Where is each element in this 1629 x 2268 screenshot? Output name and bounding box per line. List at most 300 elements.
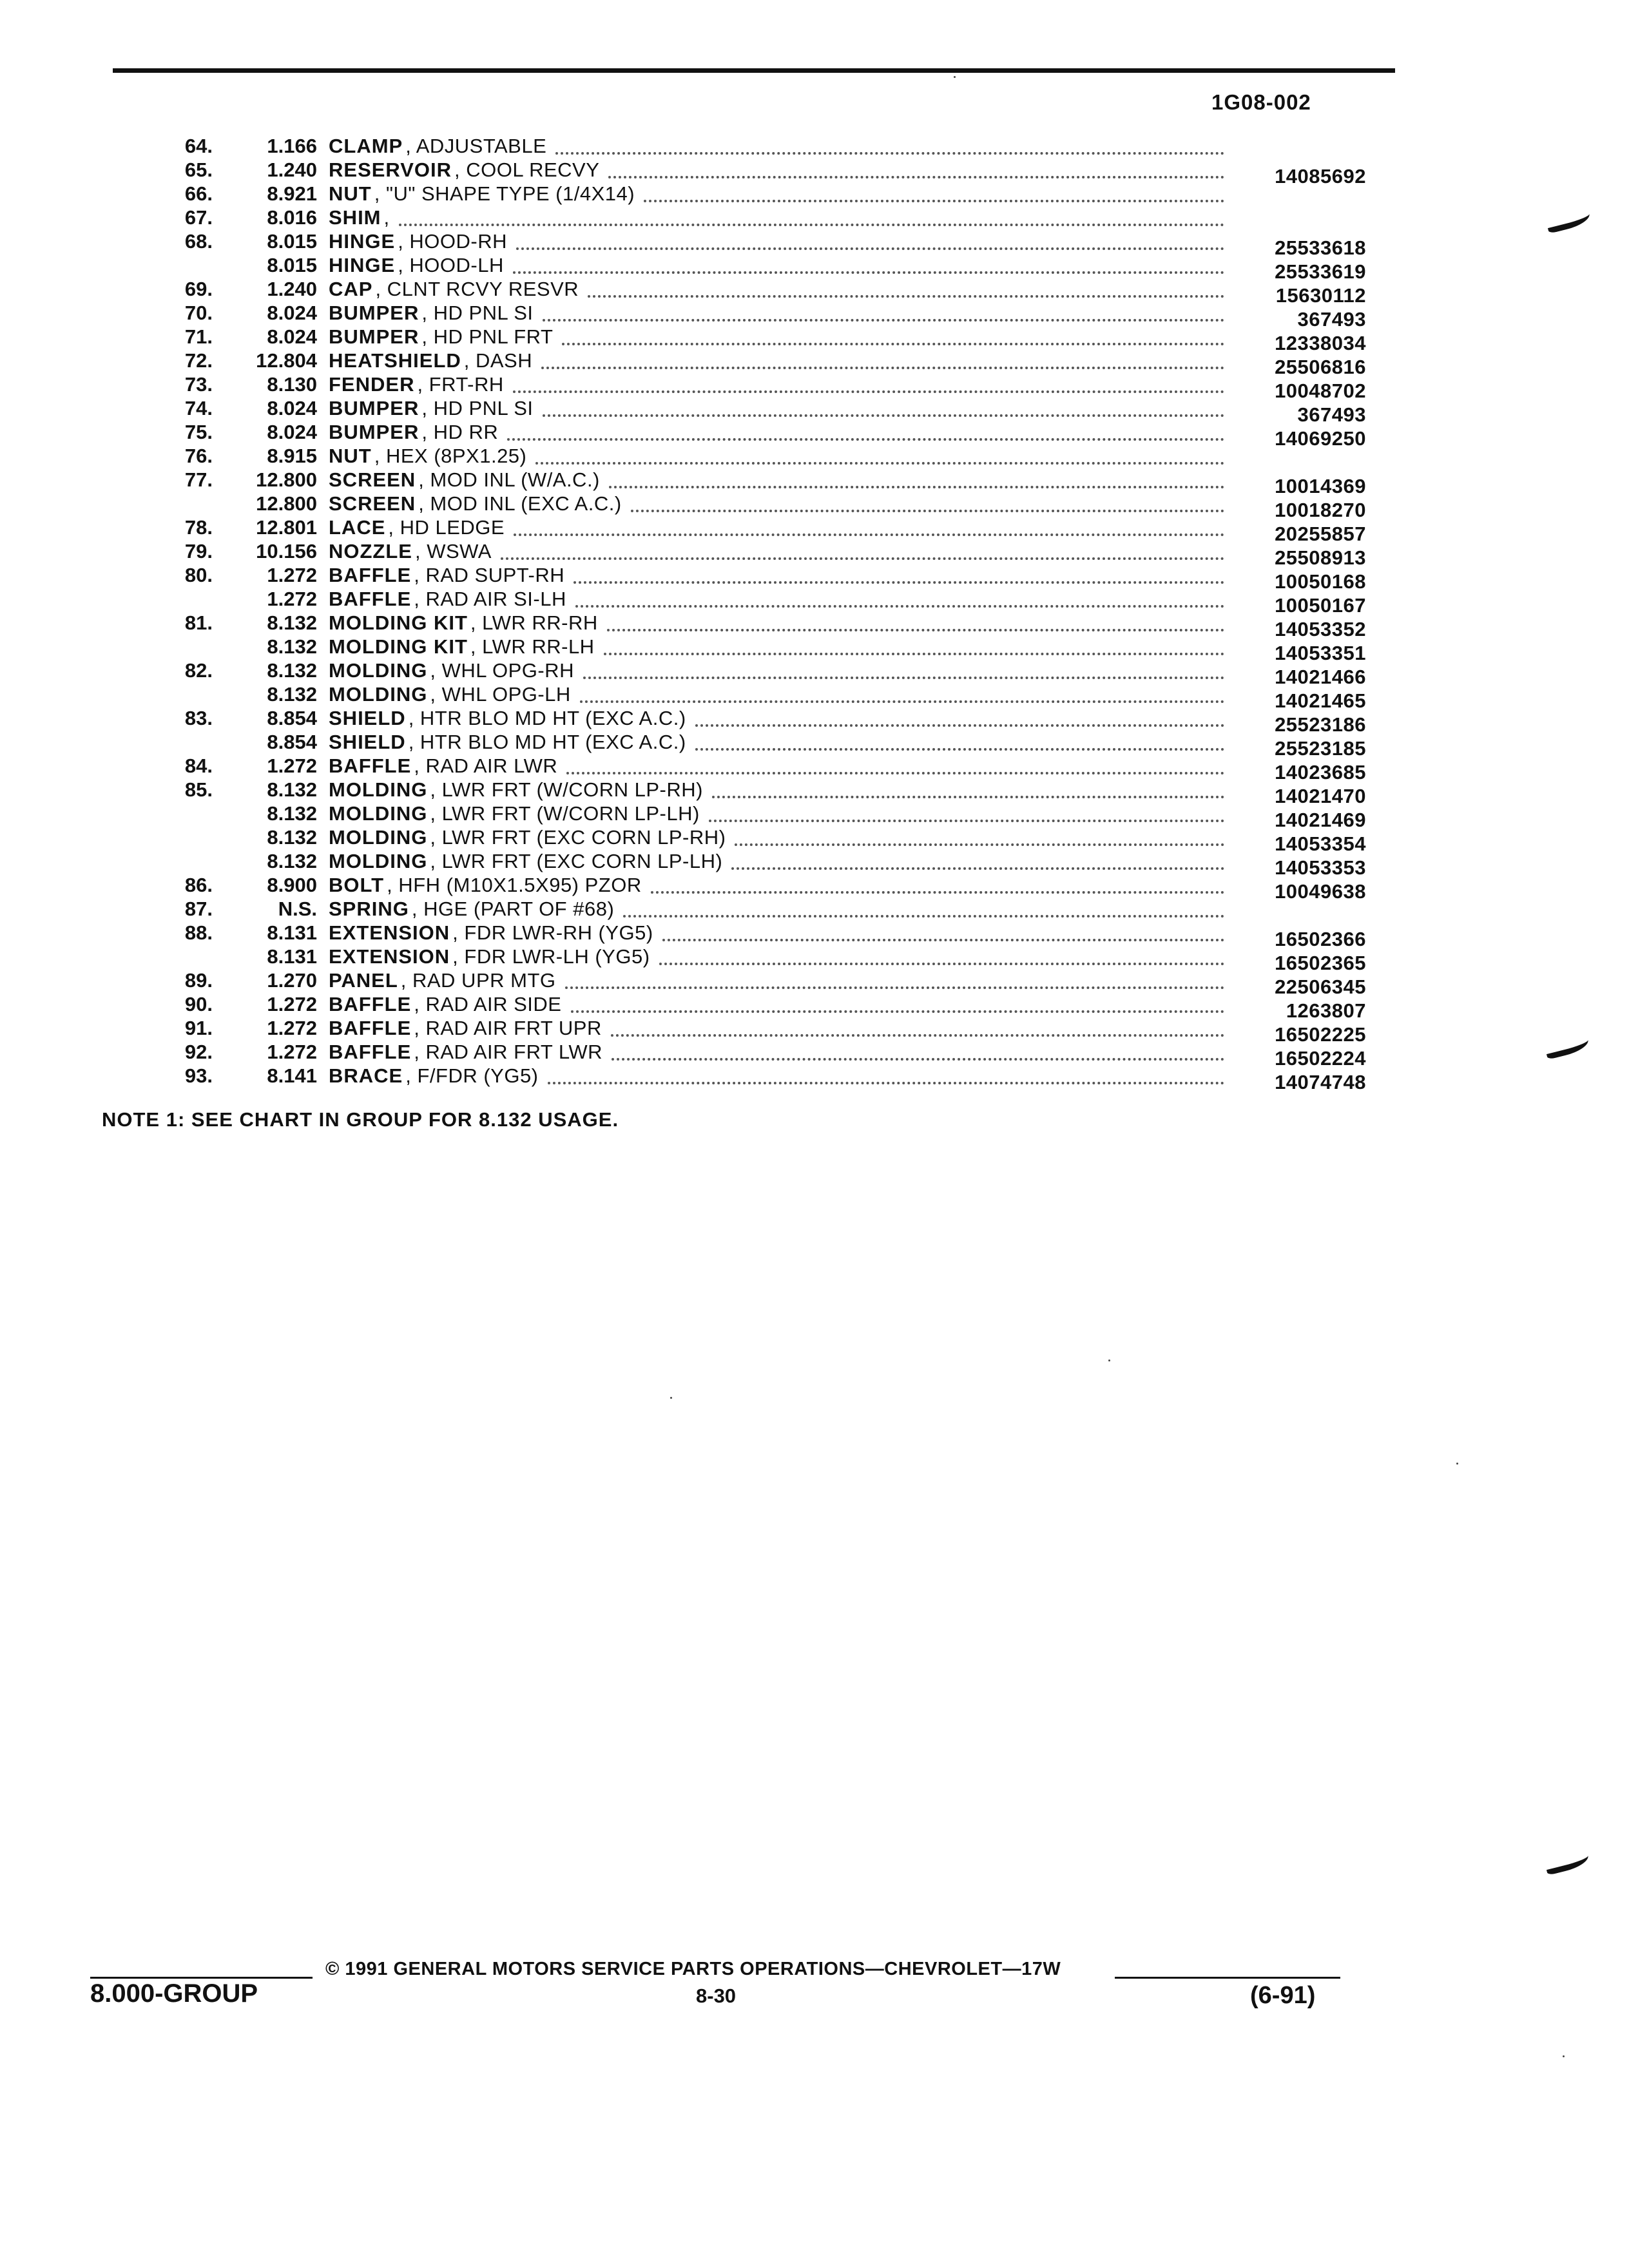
part-row [129,396,1366,426]
part-group-number: 1.272 [267,564,317,586]
part-name: FENDER [329,373,415,396]
part-description [329,587,1224,611]
part-row [129,825,1366,855]
dot-leader [513,390,1224,393]
part-group-number: 12.804 [256,349,317,372]
part-ref-number: 91. [184,1017,213,1039]
part-description [329,372,1224,396]
part-detail: , HD LEDGE [388,516,505,539]
part-detail: , WHL OPG-LH [430,683,571,706]
part-detail: , HEX (8PX1.25) [374,445,527,467]
part-detail: , LWR RR-RH [470,611,598,634]
part-name: SHIELD [329,707,406,729]
part-ref-number: 64. [184,135,213,157]
part-ref-number: 81. [184,611,213,634]
part-name: EXTENSION [329,945,450,968]
dot-leader [543,319,1224,322]
part-name: BUMPER [329,325,419,348]
part-group-number: 10.156 [256,540,317,562]
part-group-number: 1.272 [267,1041,317,1063]
part-description [329,992,1224,1016]
part-detail: , RAD AIR SI-LH [414,588,566,610]
part-ref-number: 84. [184,754,213,777]
part-description [329,802,1224,825]
part-detail: , FRT-RH [417,373,504,396]
part-description [329,778,1224,802]
part-detail: , MOD INL (EXC A.C.) [418,492,622,515]
part-row [129,992,1366,1022]
dot-leader [399,224,1224,226]
part-description [329,182,1224,206]
part-row [129,563,1366,593]
part-ref-number: 78. [184,516,213,539]
footer-rule-left [90,1977,313,1979]
dot-leader [555,152,1224,155]
dot-leader [712,796,1224,798]
part-ref-number: 86. [184,874,213,896]
part-ref-number: 77. [184,468,213,491]
dot-leader [604,653,1224,655]
part-number: 14021469 [1275,809,1366,831]
part-number: 16502365 [1275,952,1366,974]
part-group-number: 1.272 [267,754,317,777]
part-name: MOLDING [329,683,428,706]
part-ref-number: 66. [184,182,213,205]
part-row [129,873,1366,903]
part-row [129,587,1366,617]
dot-leader [609,486,1224,488]
part-row [129,635,1366,664]
part-description [329,563,1224,587]
part-number: 16502366 [1275,928,1366,950]
part-detail: , HOOD-LH [398,254,504,276]
part-detail: , FDR LWR-LH (YG5) [452,945,650,968]
part-name: MOLDING [329,802,428,825]
part-row [129,802,1366,831]
part-group-number: 8.132 [267,850,317,872]
part-number: 10050168 [1275,570,1366,593]
note: NOTE 1: SEE CHART IN GROUP FOR 8.132 USAGE. [102,1108,619,1131]
part-group-number: 8.131 [267,921,317,944]
part-group-number: 8.016 [267,206,317,229]
part-ref-number: 79. [184,540,213,562]
part-row [129,301,1366,331]
part-name: CLAMP [329,135,403,157]
part-row [129,1016,1366,1046]
scan-speck [670,1397,672,1399]
part-detail: , HFH (M10X1.5X95) PZOR [387,874,642,896]
part-ref-number: 88. [184,921,213,944]
part-name: BAFFLE [329,754,412,777]
part-detail: , WHL OPG-RH [430,659,574,682]
part-detail: , ADJUSTABLE [405,135,547,157]
part-group-number: 8.130 [267,373,317,396]
part-name: CAP [329,278,373,300]
part-description [329,849,1224,873]
part-description [329,444,1224,468]
part-description [329,349,1224,372]
part-group-number: 8.132 [267,635,317,658]
part-row [129,706,1366,736]
part-group-number: 8.900 [267,874,317,896]
part-description [329,492,1224,515]
part-row [129,1064,1366,1093]
part-number: 10014369 [1275,475,1366,497]
part-description [329,515,1224,539]
part-name: MOLDING [329,778,428,801]
scan-speck [1563,2055,1565,2057]
part-row [129,325,1366,354]
part-description [329,873,1224,897]
part-number: 14053354 [1275,832,1366,855]
part-name: BUMPER [329,421,419,443]
part-ref-number: 68. [184,230,213,253]
part-name: SHIM [329,206,381,229]
part-row [129,158,1366,187]
part-name: MOLDING KIT [329,611,468,634]
part-detail: , HOOD-RH [398,230,508,253]
dot-leader [513,271,1224,274]
part-detail: , HD PNL FRT [421,325,554,348]
dot-leader [583,677,1224,679]
part-detail: , RAD AIR FRT UPR [414,1017,602,1039]
part-row [129,754,1366,783]
part-detail: , COOL RECVY [454,159,600,181]
part-ref-number: 92. [184,1041,213,1063]
part-detail: , LWR RR-LH [470,635,595,658]
part-number: 25523185 [1275,737,1366,760]
part-description [329,635,1224,658]
part-group-number: 12.800 [256,492,317,515]
part-row [129,420,1366,450]
part-name: MOLDING [329,659,428,682]
part-row [129,182,1366,206]
part-row [129,897,1366,921]
part-description [329,420,1224,444]
dot-leader [695,748,1224,751]
part-description [329,158,1224,182]
part-name: BAFFLE [329,588,412,610]
dot-leader [644,200,1224,202]
dot-leader [548,1082,1224,1084]
part-row [129,349,1366,378]
dot-leader [623,915,1224,918]
part-number: 16502225 [1275,1023,1366,1046]
dot-leader [562,343,1224,345]
part-name: BAFFLE [329,993,412,1015]
scan-speck [1456,1463,1458,1465]
part-name: NUT [329,445,372,467]
part-number: 10049638 [1275,880,1366,903]
part-row [129,611,1366,640]
part-row [129,253,1366,283]
part-name: RESERVOIR [329,159,452,181]
part-name: PANEL [329,969,398,992]
part-name: BAFFLE [329,1041,412,1063]
part-number: 15630112 [1275,284,1366,307]
footer-rule-right [1115,1977,1340,1979]
dot-leader [507,438,1224,441]
part-name: SHIELD [329,731,406,753]
dot-leader [588,295,1224,298]
parts-list [129,134,1366,1093]
part-detail: , [383,206,390,229]
part-name: SCREEN [329,468,416,491]
part-group-number: 1.240 [267,278,317,300]
part-group-number: 8.024 [267,302,317,324]
scan-speck [954,76,956,78]
part-number: 14053353 [1275,856,1366,879]
part-group-number: 8.132 [267,802,317,825]
dot-leader [659,963,1224,965]
dot-leader [516,247,1224,250]
dot-leader [735,843,1224,846]
part-name: BAFFLE [329,1017,412,1039]
part-row [129,539,1366,569]
part-description [329,301,1224,325]
part-row [129,945,1366,974]
part-row [129,372,1366,402]
part-name: SPRING [329,898,409,920]
part-detail: , HTR BLO MD HT (EXC A.C.) [408,707,686,729]
part-group-number: 8.854 [267,731,317,753]
part-number: 14021470 [1275,785,1366,807]
part-description [329,945,1224,968]
dot-leader [575,605,1224,608]
part-group-number: 8.131 [267,945,317,968]
part-description [329,730,1224,754]
part-row [129,492,1366,521]
part-row [129,968,1366,998]
part-ref-number: 90. [184,993,213,1015]
part-row [129,921,1366,950]
part-ref-number: 87. [184,898,213,920]
part-detail: , LWR FRT (EXC CORN LP-RH) [430,826,726,849]
dot-leader [612,1058,1224,1061]
part-group-number: 8.015 [267,230,317,253]
dot-leader [543,414,1224,417]
part-number: 14074748 [1275,1071,1366,1093]
dot-leader [501,557,1224,560]
part-detail: , LWR FRT (W/CORN LP-RH) [430,778,703,801]
dot-leader [580,700,1224,703]
part-name: HINGE [329,230,396,253]
part-description [329,754,1224,778]
part-number: 25506816 [1275,356,1366,378]
part-group-number: 8.024 [267,325,317,348]
part-number: 25508913 [1275,546,1366,569]
part-group-number: 8.854 [267,707,317,729]
dot-leader [514,533,1224,536]
part-detail: , HTR BLO MD HT (EXC A.C.) [408,731,686,753]
part-description [329,253,1224,277]
part-name: MOLDING KIT [329,635,468,658]
part-description [329,468,1224,492]
part-ref-number: 83. [184,707,213,729]
part-name: BRACE [329,1064,403,1087]
part-name: HINGE [329,254,396,276]
dot-leader [662,939,1224,941]
part-detail: , RAD AIR LWR [414,754,558,777]
part-description [329,968,1224,992]
part-detail: , HGE (PART OF #68) [411,898,615,920]
part-name: BUMPER [329,302,419,324]
footer-date: (6-91) [1250,1982,1316,2009]
part-detail: , RAD AIR SIDE [414,993,562,1015]
part-row [129,134,1366,158]
part-group-number: 12.801 [256,516,317,539]
part-description [329,1016,1224,1040]
part-name: NOZZLE [329,540,412,562]
footer-group-label: 8.000-GROUP [90,1979,258,2008]
binder-hole-mark [1545,207,1592,234]
part-number: 14053352 [1275,618,1366,640]
part-group-number: 8.132 [267,778,317,801]
part-number: 10048702 [1275,380,1366,402]
part-number: 22506345 [1275,975,1366,998]
part-name: LACE [329,516,386,539]
dot-leader [566,772,1224,774]
part-ref-number: 74. [184,397,213,419]
part-description [329,825,1224,849]
part-detail: , WSWA [415,540,492,562]
part-number: 367493 [1297,403,1366,426]
part-number: 20255857 [1275,523,1366,545]
part-row [129,730,1366,760]
part-description [329,658,1224,682]
part-detail: , LWR FRT (EXC CORN LP-LH) [430,850,723,872]
part-group-number: 12.800 [256,468,317,491]
part-detail: , LWR FRT (W/CORN LP-LH) [430,802,700,825]
part-detail: , DASH [463,349,533,372]
binder-hole-mark [1544,1849,1590,1876]
part-detail: , HD RR [421,421,499,443]
part-ref-number: 89. [184,969,213,992]
part-ref-number: 70. [184,302,213,324]
part-description [329,277,1224,301]
dot-leader [541,367,1224,369]
part-group-number: 1.270 [267,969,317,992]
part-number: 14021465 [1275,689,1366,712]
dot-leader [565,986,1225,989]
part-number: 14053351 [1275,642,1366,664]
part-description [329,897,1224,921]
part-number: 367493 [1297,308,1366,331]
part-row [129,206,1366,229]
part-detail: , CLNT RCVY RESVR [375,278,579,300]
dot-leader [631,510,1224,512]
part-ref-number: 73. [184,373,213,396]
part-ref-number: 76. [184,445,213,467]
part-name: HEATSHIELD [329,349,461,372]
part-name: NUT [329,182,372,205]
dot-leader [731,867,1224,870]
part-name: BUMPER [329,397,419,419]
part-group-number: 8.921 [267,182,317,205]
part-ref-number: 93. [184,1064,213,1087]
part-group-number: 1.272 [267,588,317,610]
dot-leader [709,820,1224,822]
part-description [329,229,1224,253]
part-group-number: 1.272 [267,993,317,1015]
part-number: 16502224 [1275,1047,1366,1070]
part-detail: , MOD INL (W/A.C.) [418,468,600,491]
part-description [329,706,1224,730]
part-group-number: 8.141 [267,1064,317,1087]
part-number: 14021466 [1275,666,1366,688]
part-number: 25533618 [1275,236,1366,259]
part-number: 10018270 [1275,499,1366,521]
part-name: BAFFLE [329,564,412,586]
part-group-number: 8.132 [267,826,317,849]
part-row [129,229,1366,259]
part-name: BOLT [329,874,385,896]
part-row [129,444,1366,468]
dot-leader [574,581,1224,584]
footer-page-number: 8-30 [696,1984,737,2007]
part-description [329,921,1224,945]
part-number: 10050167 [1275,594,1366,617]
footer-copyright: © 1991 GENERAL MOTORS SERVICE PARTS OPERATIONS—CHEVROLET—17W [325,1959,1061,1979]
part-row [129,658,1366,688]
document-code: 1G08-002 [1211,90,1311,114]
part-number: 25523186 [1275,713,1366,736]
dot-leader [571,1010,1225,1013]
part-group-number: 8.024 [267,421,317,443]
part-group-number: 1.166 [267,135,317,157]
part-row [129,468,1366,497]
part-detail: , HD PNL SI [421,302,534,324]
scan-speck [1108,1360,1110,1361]
part-number: 14069250 [1275,427,1366,450]
part-ref-number: 69. [184,278,213,300]
binder-hole-mark [1544,1033,1590,1060]
part-row [129,1040,1366,1070]
part-description [329,396,1224,420]
part-group-number: 8.024 [267,397,317,419]
part-ref-number: 75. [184,421,213,443]
part-description [329,325,1224,349]
part-ref-number: 72. [184,349,213,372]
part-name: SCREEN [329,492,416,515]
dot-leader [651,891,1224,894]
part-name: MOLDING [329,826,428,849]
part-row [129,778,1366,807]
part-detail: , RAD UPR MTG [400,969,556,992]
dot-leader [607,629,1224,631]
part-group-number: 8.915 [267,445,317,467]
top-rule [113,68,1395,73]
part-group-number: 8.132 [267,683,317,706]
part-detail: , RAD AIR FRT LWR [414,1041,602,1063]
dot-leader [608,176,1224,178]
part-row [129,515,1366,545]
part-number: 14085692 [1275,165,1366,187]
part-description [329,539,1224,563]
part-number: 1263807 [1286,999,1366,1022]
part-group-number: 8.015 [267,254,317,276]
part-detail: , "U" SHAPE TYPE (1/4X14) [374,182,635,205]
part-description [329,206,1224,229]
part-ref-number: 82. [184,659,213,682]
part-description [329,611,1224,635]
dot-leader [535,462,1224,465]
part-row [129,849,1366,879]
part-description [329,134,1224,158]
part-detail: , RAD SUPT-RH [414,564,565,586]
part-row [129,682,1366,712]
part-description [329,1064,1224,1088]
